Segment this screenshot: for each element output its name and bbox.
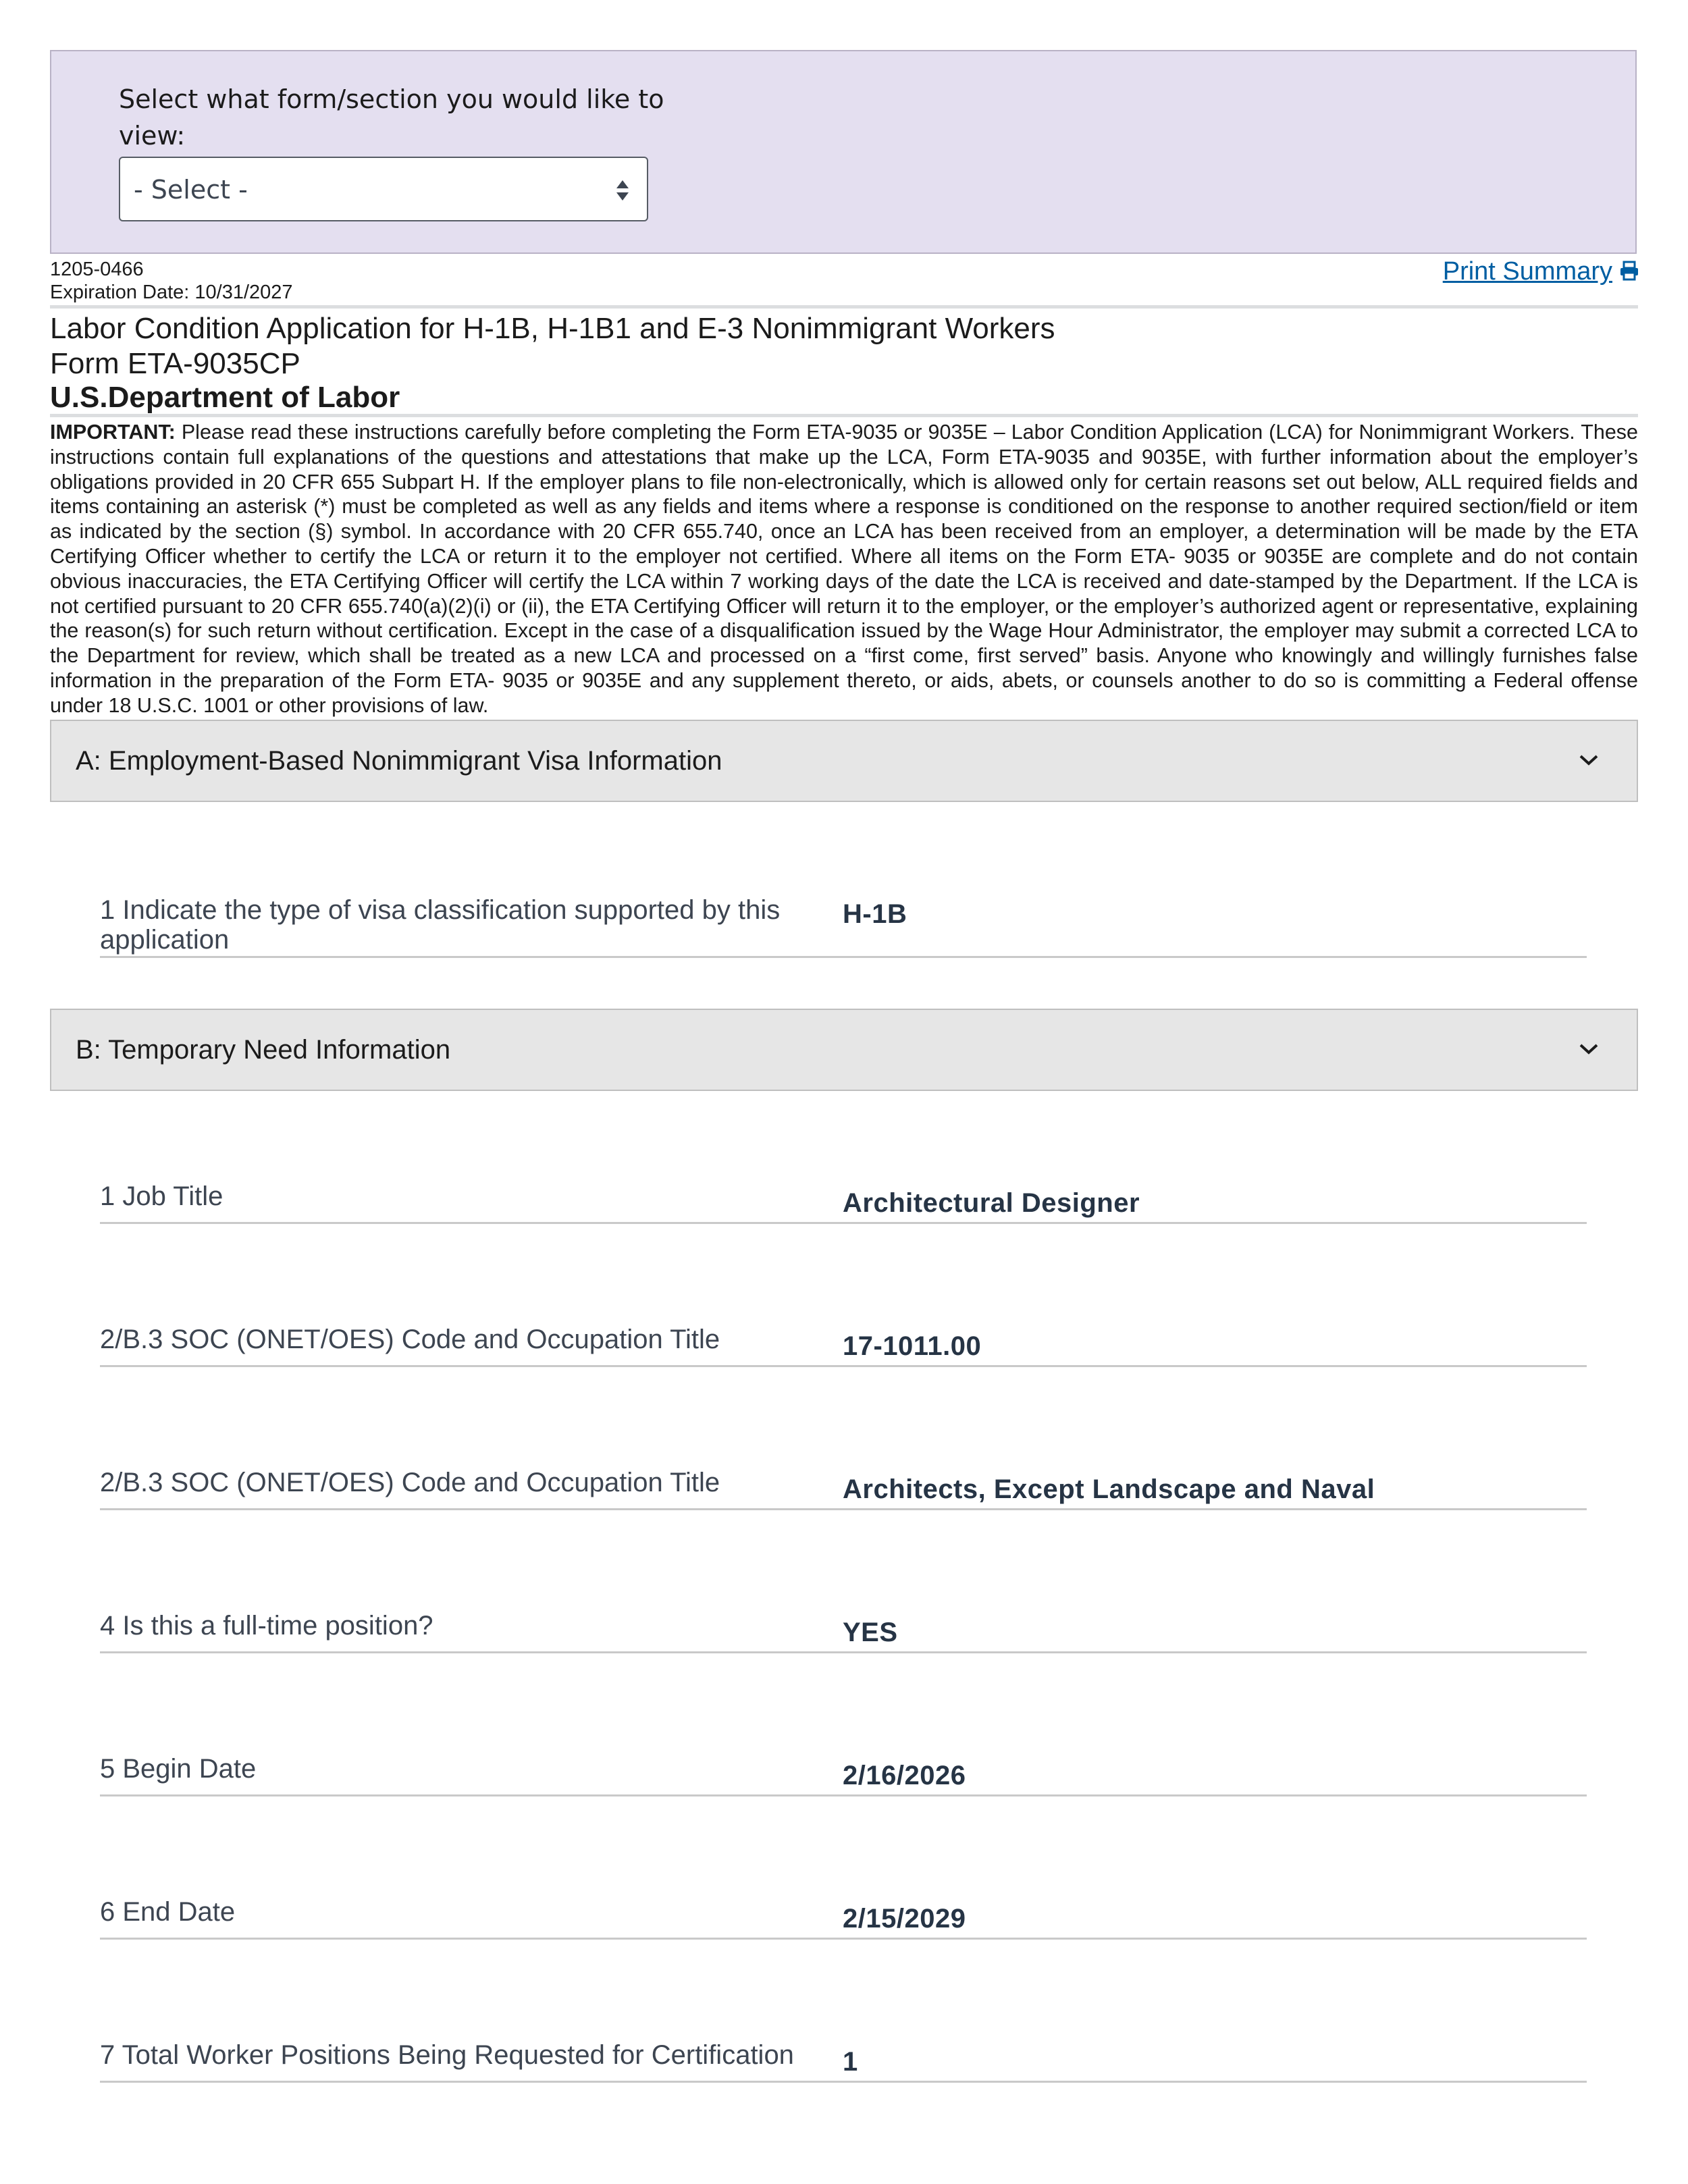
soc-code-row [100,1325,1587,1367]
important-instructions [50,420,1638,718]
field-value: 1 [843,2047,858,2077]
field-label: 2/B.3 SOC (ONET/OES) Code and Occupation Title [100,1325,720,1354]
print-summary-link[interactable] [1443,255,1639,288]
title-divider [50,414,1638,417]
field-value: 17-1011.00 [843,1331,982,1361]
important-lead: IMPORTANT: [50,421,176,444]
field-label: 6 End Date [100,1897,236,1927]
sort-arrows-icon [616,180,629,201]
form-name: Form ETA-9035CP [50,347,300,380]
section-b-accordion[interactable] [50,1009,1638,1091]
page-title: Labor Condition Application for H-1B, H-1B1 and E-3 Nonimmigrant Workers [50,312,1055,345]
field-label: 4 Is this a full-time position? [100,1611,433,1641]
header-divider [50,305,1638,309]
section-a-accordion[interactable] [50,720,1638,802]
field-value: Architectural Designer [843,1188,1140,1218]
field-label: 7 Total Worker Positions Being Requested for Certification [100,2040,794,2070]
form-selector-label: Select what form/section you would like to view: [119,84,664,151]
form-section-select[interactable] [119,157,648,221]
section-a-title: A: Employment-Based Nonimmigrant Visa Information [76,746,722,776]
begin-date-row [100,1754,1587,1796]
printer-icon [1619,261,1639,281]
print-summary-label: Print Summary [1442,257,1612,286]
field-value: YES [843,1618,898,1647]
full-time-row [100,1611,1587,1653]
department-name: U.S.Department of Labor [50,381,400,414]
field-label: 1 Job Title [100,1181,223,1211]
field-label: 2/B.3 SOC (ONET/OES) Code and Occupation Title [100,1468,720,1497]
chevron-down-icon [1579,753,1599,767]
field-value: 2/15/2029 [843,1904,966,1934]
field-value: Architects, Except Landscape and Naval [843,1474,1375,1504]
field-label: 5 Begin Date [100,1754,257,1784]
field-value: 2/16/2026 [843,1761,966,1790]
visa-classification-row [100,893,1587,958]
total-positions-row [100,2040,1587,2083]
form-section-select-value: - Select - [134,175,248,205]
end-date-row [100,1897,1587,1940]
instructions-text: Please read these instructions carefully before completing the Form ETA-9035 or 9035E – Labor Condition Application (LCA) for Nonimmigrant Workers. These instructions contain full explanations of the questions and attestations that make up the LCA, Form ETA-9035 and 9035E, with further information about the employer’s obligations provided in 20 CFR 655 Subpart H. If the employer plans to file non-electronically, which is allowed only for certain reasons set out below, ALL required fields and items containing an asterisk (*) must be completed as well as any fields and items where a response is conditioned on the response to another required section/field or item as indicated by the section (§) symbol. In accordance with 20 CFR 655.740, once an LCA has been received from an employer, a determination will be made by the ETA Certifying Officer whether to certify the LCA or return it to the employer not certified. Where all items on the Form ETA- 9035 or 9035E are complete and do not contain obvious inaccuracies, the ETA Certifying Officer will certify the LCA within 7 working days of the date the LCA is received and date-stamped by the Department. If the LCA is not certified pursuant to 20 CFR 655.740(a)(2)(i) or (ii), the ETA Certifying Officer will return it to the employer, or the employer’s authorized agent or representative, explaining the reason(s) for such return without certification. Except in the case of a disqualification issued by the Wage Hour Administrator, the employer may submit a corrected LCA to the Department for review, which shall be treated as a new LCA and processed on a “first come, first served” basis. Anyone who knowingly and willingly furnishes false information in the preparation of the Form ETA- 9035 or 9035E and any supplement thereto, or aids, abets, or counsels another to do so is committing a Federal offense under 18 U.S.C. 1001 or other provisions of law. [50,421,1638,717]
job-title-row [100,1181,1587,1224]
chevron-down-icon [1579,1042,1599,1056]
form-selector-panel [50,50,1637,254]
expiration-date: Expiration Date: 10/31/2027 [50,282,293,303]
section-b-title: B: Temporary Need Information [76,1035,451,1065]
field-value: H-1B [843,899,907,929]
occupation-title-row [100,1468,1587,1510]
field-label: 1 Indicate the type of visa classification supported by this application [100,895,781,955]
omb-number: 1205-0466 [50,259,144,280]
